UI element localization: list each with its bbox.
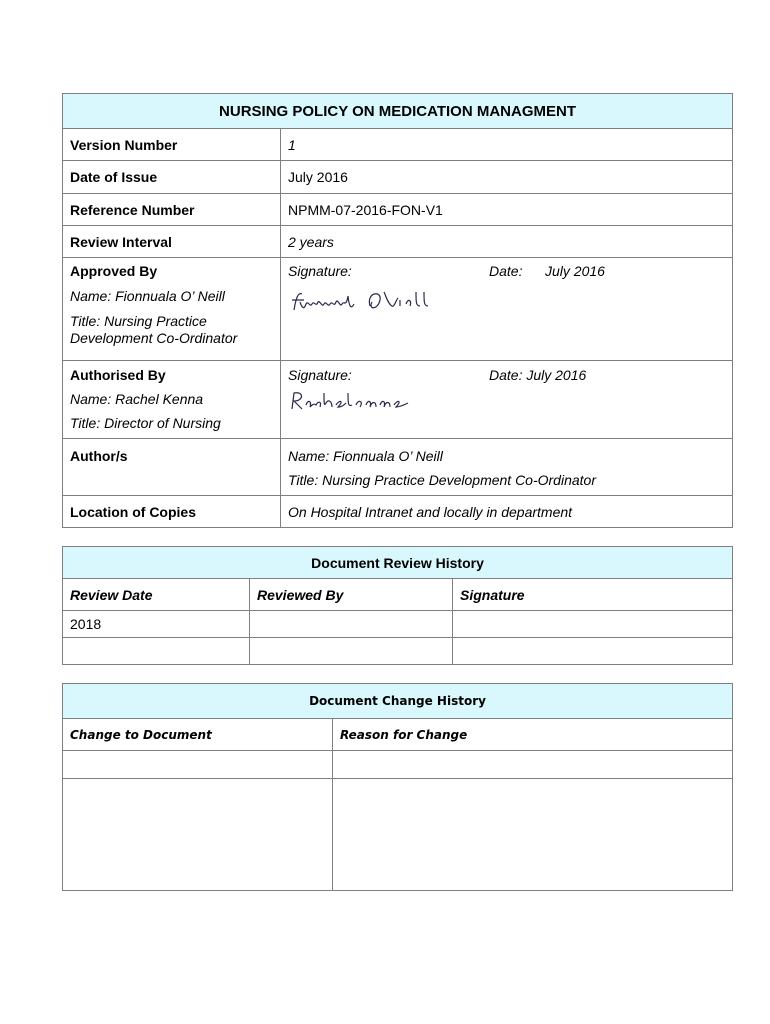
version-number-value: 1 [281, 129, 733, 161]
approved-by-cell [63, 258, 281, 361]
policy-title: NURSING POLICY ON MEDICATION MANAGMENT [63, 94, 733, 129]
authorised-by-label: Authorised By [70, 367, 166, 383]
change-cell [63, 779, 333, 891]
approved-by-title: Title: Nursing Practice Development Co-Ordinator [70, 313, 238, 346]
approved-signature-cell [281, 258, 733, 361]
change-history-table [62, 683, 733, 891]
authors-label: Author/s [63, 439, 281, 496]
review-interval-value: 2 years [281, 226, 733, 258]
authorised-date: Date: July 2016 [489, 367, 587, 383]
authorised-signature-image [288, 389, 725, 413]
signature-header: Signature [453, 579, 733, 611]
date-of-issue-value: July 2016 [281, 161, 733, 194]
review-history-table [62, 546, 733, 665]
reference-number-label: Reference Number [63, 194, 281, 226]
reason-cell [333, 779, 733, 891]
authorised-by-title: Title: Director of Nursing [70, 415, 221, 431]
signature-cell [453, 611, 733, 638]
approved-by-name: Name: Fionnuala O’ Neill [70, 288, 225, 304]
review-history-title: Document Review History [63, 547, 733, 579]
change-to-document-header: Change to Document [63, 719, 333, 751]
authorised-signature-cell [281, 361, 733, 439]
authors-cell [281, 439, 733, 496]
table-row [63, 611, 733, 638]
change-cell [63, 751, 333, 779]
location-label: Location of Copies [63, 496, 281, 528]
reviewed-by-cell [250, 638, 453, 665]
authorised-by-cell [63, 361, 281, 439]
review-date-cell [63, 638, 250, 665]
approved-date-label: Date: [489, 263, 523, 279]
policy-table [62, 93, 733, 528]
reason-for-change-header: Reason for Change [333, 719, 733, 751]
reviewed-by-header: Reviewed By [250, 579, 453, 611]
review-interval-label: Review Interval [63, 226, 281, 258]
approved-signature-label: Signature: [288, 263, 352, 279]
review-date-cell: 2018 [63, 611, 250, 638]
date-of-issue-label: Date of Issue [63, 161, 281, 194]
signature-cell [453, 638, 733, 665]
approved-signature-image [288, 288, 725, 320]
location-value: On Hospital Intranet and locally in department [281, 496, 733, 528]
authorised-signature-label: Signature: [288, 367, 352, 383]
review-date-header: Review Date [63, 579, 250, 611]
change-history-title: Document Change History [63, 684, 733, 719]
approved-by-label: Approved By [70, 263, 158, 279]
reference-number-value: NPMM-07-2016-FON-V1 [281, 194, 733, 226]
version-number-label: Version Number [63, 129, 281, 161]
table-row [63, 638, 733, 665]
authors-name: Name: Fionnuala O’ Neill [288, 448, 443, 464]
authors-title: Title: Nursing Practice Development Co-Ordinator [288, 472, 596, 488]
reviewed-by-cell [250, 611, 453, 638]
table-row [63, 779, 733, 891]
authorised-by-name: Name: Rachel Kenna [70, 391, 204, 407]
approved-date-value: July 2016 [545, 263, 605, 279]
table-row [63, 751, 733, 779]
reason-cell [333, 751, 733, 779]
